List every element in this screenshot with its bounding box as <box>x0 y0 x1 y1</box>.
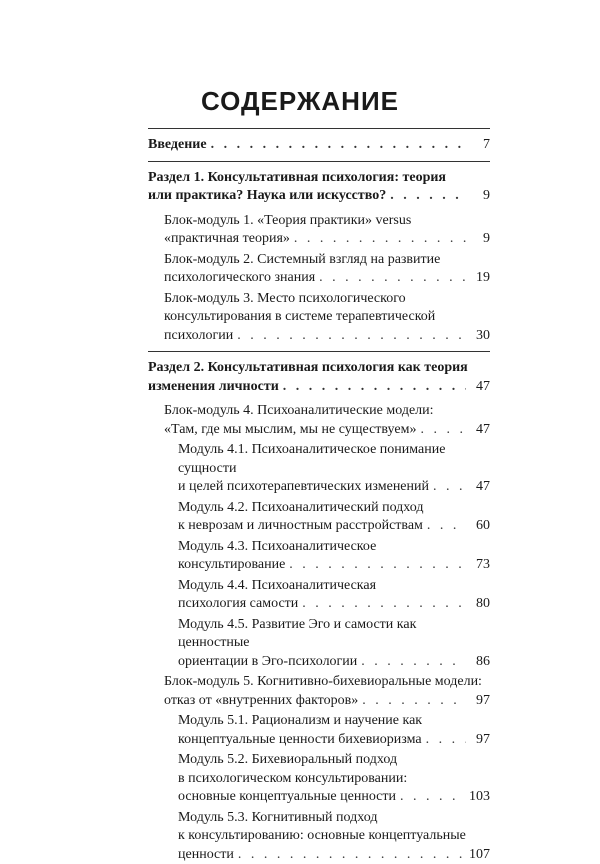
toc-entry-text-line: изменения личности <box>148 378 279 397</box>
page-number: 97 <box>470 692 490 711</box>
page-number: 30 <box>470 327 490 346</box>
page-number: 107 <box>469 846 490 864</box>
toc-entry-text-line: Модуль 4.4. Психоаналитическая <box>178 577 490 596</box>
toc-entry-text-line: Модуль 4.2. Психоаналитический подход <box>178 499 490 518</box>
toc-entry-text-line: психологического знания <box>164 269 315 288</box>
dot-leader <box>211 136 466 155</box>
page-number: 9 <box>470 187 490 206</box>
toc-entry-text-line: Модуль 4.3. Психоаналитическое <box>178 538 490 557</box>
toc-module-entry <box>148 441 490 497</box>
page-number: 19 <box>470 269 490 288</box>
dot-leader <box>390 187 466 206</box>
dot-leader <box>362 692 466 711</box>
page-number: 47 <box>470 478 490 497</box>
toc-entry-last-line <box>164 327 490 346</box>
toc-entry-last-line <box>164 692 490 711</box>
toc-module-entry <box>148 538 490 575</box>
toc-module-entry <box>148 577 490 614</box>
page-number: 7 <box>470 136 490 155</box>
toc-entry-text-line: Модуль 5.1. Рационализм и научение как <box>178 712 490 731</box>
page-number: 47 <box>470 378 490 397</box>
toc-block-module-entry <box>148 402 490 439</box>
toc-entry-text-line: консультирование <box>178 556 285 575</box>
toc-module-entry <box>148 751 490 807</box>
toc-entry-text-line: Блок-модуль 4. Психоаналитические модели: <box>164 402 490 421</box>
toc-entry-text-line: Блок-модуль 1. «Теория практики» versus <box>164 212 490 231</box>
toc-module-entry <box>148 809 490 864</box>
toc-entry-text-line: отказ от «внутренних факторов» <box>164 692 358 711</box>
toc-entry-text-line: «Там, где мы мыслим, мы не существуем» <box>164 421 416 440</box>
toc-entry-text-line: Раздел 2. Консультативная психология как теория <box>148 359 490 378</box>
toc-section-entry <box>148 161 490 206</box>
table-of-contents <box>148 124 490 864</box>
page-title: СОДЕРЖАНИЕ <box>0 86 600 117</box>
toc-entry-text-line: и целей психотерапевтических изменений <box>178 478 429 497</box>
toc-entry-last-line <box>178 595 490 614</box>
toc-entry-last-line <box>148 136 490 155</box>
toc-entry-text-line: ценности <box>178 846 234 864</box>
toc-entry-text-line: консультирования в системе терапевтической <box>164 308 490 327</box>
dot-leader <box>294 230 466 249</box>
toc-entry-text-line: Блок-модуль 3. Место психологического <box>164 290 490 309</box>
dot-leader <box>302 595 466 614</box>
toc-entry-last-line <box>178 556 490 575</box>
toc-entry-last-line <box>148 378 490 397</box>
dot-leader <box>420 421 466 440</box>
toc-section-entry <box>148 128 490 155</box>
toc-module-entry <box>148 616 490 672</box>
dot-leader <box>433 478 466 497</box>
toc-entry-text-line: Модуль 4.1. Психоаналитическое понимание сущности <box>178 441 490 478</box>
toc-block-module-entry <box>148 251 490 288</box>
page-number: 86 <box>470 653 490 672</box>
toc-entry-last-line <box>164 230 490 249</box>
toc-entry-text-line: психологии <box>164 327 233 346</box>
dot-leader <box>238 846 465 864</box>
toc-entry-text-line: Модуль 4.5. Развитие Эго и самости как ценностные <box>178 616 490 653</box>
toc-block-module-entry <box>148 212 490 249</box>
toc-section-entry <box>148 351 490 396</box>
toc-module-entry <box>148 712 490 749</box>
toc-entry-last-line <box>148 187 490 206</box>
toc-entry-text-line: психология самости <box>178 595 298 614</box>
page-number: 9 <box>470 230 490 249</box>
page-number: 73 <box>470 556 490 575</box>
dot-leader <box>289 556 466 575</box>
page-number: 47 <box>470 421 490 440</box>
dot-leader <box>283 378 466 397</box>
toc-entry-text-line: основные концептуальные ценности <box>178 788 396 807</box>
toc-module-entry <box>148 499 490 536</box>
toc-block-module-entry <box>148 290 490 346</box>
page-number: 97 <box>470 731 490 750</box>
page-number: 80 <box>470 595 490 614</box>
toc-entry-last-line <box>164 269 490 288</box>
toc-entry-last-line <box>178 788 490 807</box>
toc-entry-last-line <box>164 421 490 440</box>
toc-block-module-entry <box>148 673 490 710</box>
toc-entry-text-line: Модуль 5.2. Бихевиоральный подход <box>178 751 490 770</box>
dot-leader <box>400 788 465 807</box>
toc-entry-last-line <box>178 653 490 672</box>
dot-leader <box>426 731 466 750</box>
toc-entry-text-line: Введение <box>148 136 207 155</box>
toc-entry-last-line <box>178 846 490 864</box>
toc-entry-text-line: Раздел 1. Консультативная психология: теория <box>148 169 490 188</box>
page-number: 103 <box>469 788 490 807</box>
toc-entry-text-line: ориентации в Эго-психологии <box>178 653 357 672</box>
dot-leader <box>237 327 466 346</box>
toc-entry-text-line: Модуль 5.3. Когнитивный подход <box>178 809 490 828</box>
dot-leader <box>427 517 466 536</box>
toc-entry-text-line: к неврозам и личностным расстройствам <box>178 517 423 536</box>
toc-entry-text-line: в психологическом консультировании: <box>178 770 490 789</box>
toc-entry-last-line <box>178 731 490 750</box>
toc-entry-text-line: Блок-модуль 2. Системный взгляд на развитие <box>164 251 490 270</box>
toc-entry-text-line: концептуальные ценности бихевиоризма <box>178 731 422 750</box>
toc-entry-last-line <box>178 517 490 536</box>
toc-entry-text-line: к консультированию: основные концептуальные <box>178 827 490 846</box>
page-number: 60 <box>470 517 490 536</box>
toc-entry-text-line: или практика? Наука или искусство? <box>148 187 386 206</box>
toc-entry-last-line <box>178 478 490 497</box>
toc-entry-text-line: «практичная теория» <box>164 230 290 249</box>
toc-entry-text-line: Блок-модуль 5. Когнитивно-бихевиоральные модели: <box>164 673 490 692</box>
dot-leader <box>319 269 466 288</box>
dot-leader <box>361 653 466 672</box>
